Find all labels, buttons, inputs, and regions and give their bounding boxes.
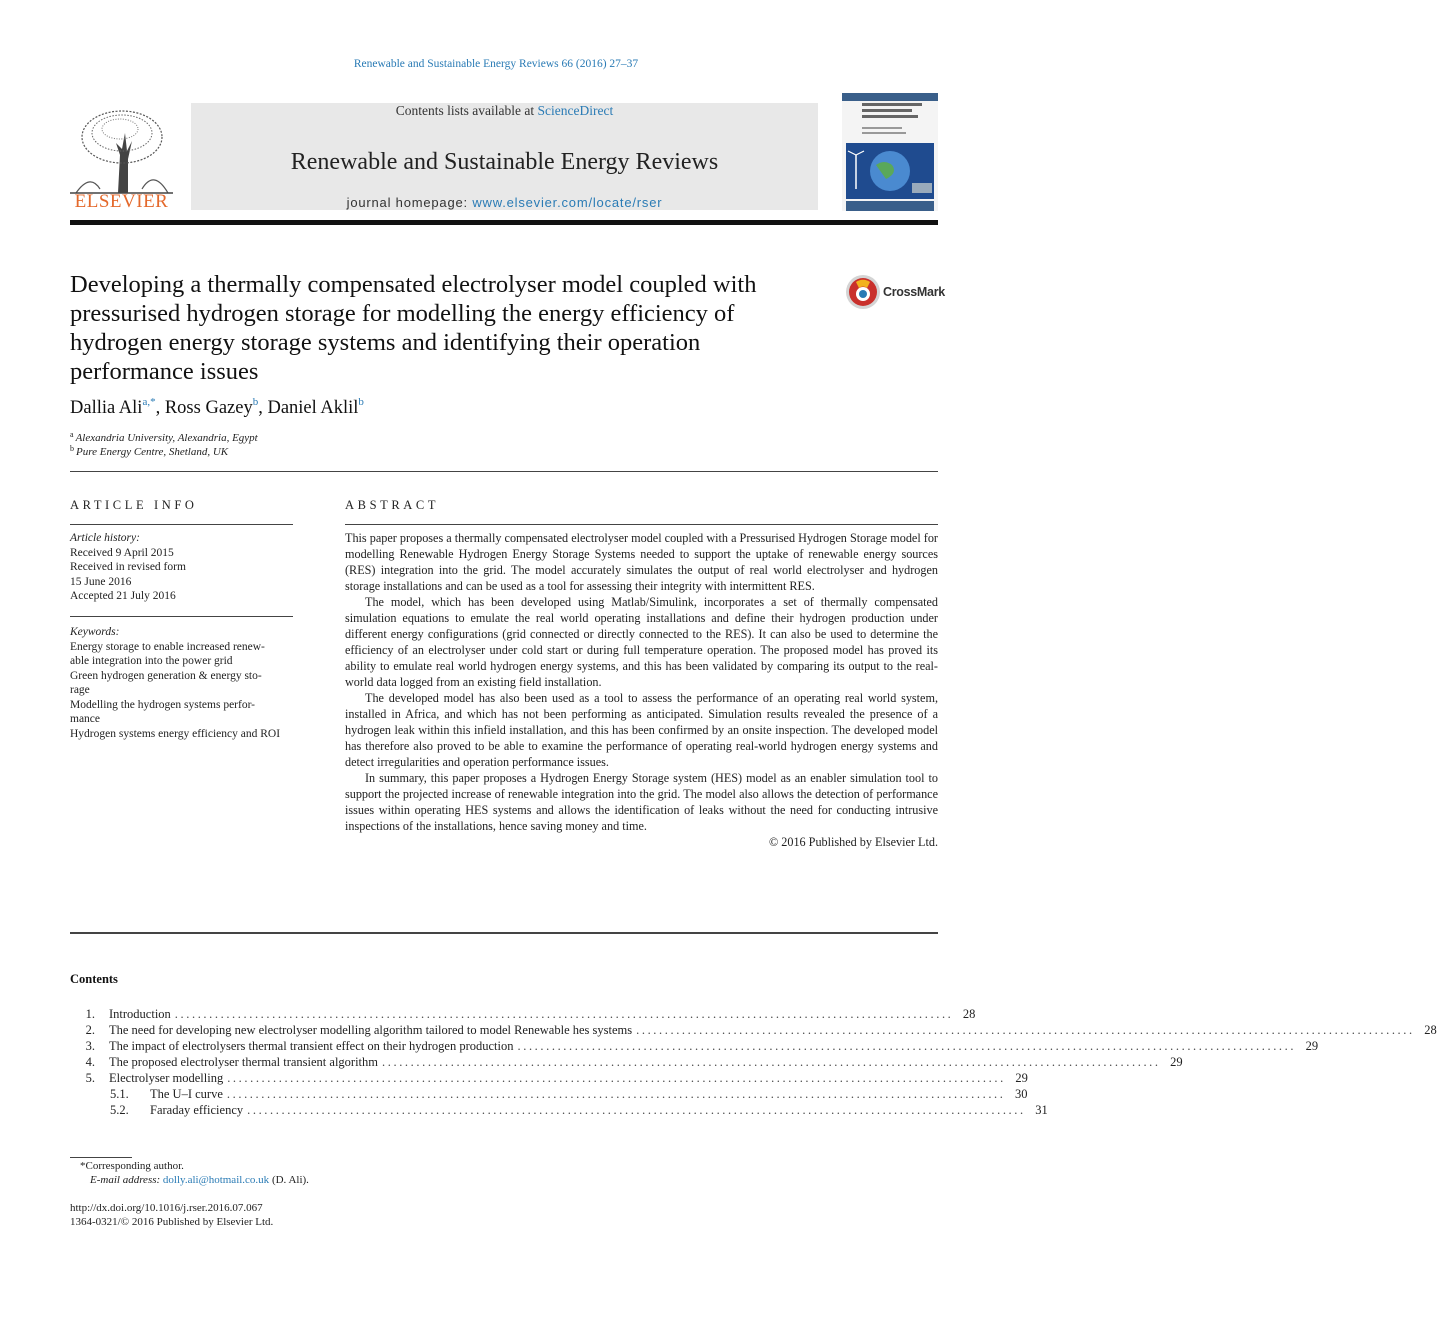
article-history: Article history: Received 9 April 2015 Received in revised form 15 June 2016 Accepted 21 July 2016 <box>70 532 186 602</box>
elsevier-wordmark: ELSEVIER <box>74 191 169 212</box>
section-divider <box>70 471 938 472</box>
journal-banner <box>70 93 938 223</box>
abstract-bottom-rule <box>70 932 938 934</box>
article-info-heading: ARTICLE INFO <box>70 498 198 512</box>
author-affiliation-mark[interactable]: b <box>252 396 259 408</box>
article-info-rule <box>70 524 293 525</box>
email-note: E-mail address: dolly.ali@hotmail.co.uk (D. Ali). <box>90 1174 309 1186</box>
journal-homepage-line: journal homepage: www.elsevier.com/locate/rser <box>346 195 663 210</box>
toc-entry[interactable]: 2. The need for developing new electrolyser modelling algorithm tailored to model Renewable hes systems ........................................................................................................................................ 28 <box>85 1023 1437 1037</box>
journal-title: Renewable and Sustainable Energy Reviews <box>290 149 719 175</box>
author-list: Dallia Ali$^{a,*}$, Ross Gazey$^b$, Daniel Aklil$^b$ <box>70 396 364 418</box>
author-name: Daniel Aklil <box>267 398 359 418</box>
article-title: Developing a thermally compensated electrolyser model coupled with pressurised hydrogen storage for modelling the energy efficiency of hydrogen energy storage systems and identifying their operation performance issues <box>70 271 757 385</box>
keywords-rule <box>70 616 293 617</box>
affiliation-a: $^a$ Alexandria University, Alexandria, Egypt <box>70 430 258 444</box>
keywords-list: Keywords: Energy storage to enable increased renew- able integration into the power grid Green hydrogen generation & energy sto- rage Modelling the hydrogen systems perfor- mance Hydrogen systems energy efficiency and ROI <box>70 626 281 740</box>
abstract-heading: ABSTRACT <box>345 498 440 512</box>
abstract-paragraph: This paper proposes a thermally compensated electrolyser model coupled with a Pressurised Hydrogen Storage model for modelling Renewable Hydrogen Energy Storage Systems needed to support the uptake of renewable energy sources (RES) integration into the grid. The model accurately simulates the output of real world electrolyser and hydrogen storage installations and can be used as a tool for assessing their integrity with intermittent RES. <box>345 531 938 593</box>
abstract-body <box>345 530 938 850</box>
toc-entry[interactable]: 1. Introduction ........................................................................................................................................ 28 <box>85 1007 976 1021</box>
corresponding-author-note: *Corresponding author. <box>80 1160 184 1172</box>
abstract-paragraph: The model, which has been developed using Matlab/Simulink, incorporates a set of thermally compensated simulation equations to emulate the real world operating installations and define their hydrogen production under different energy configurations (grid connected or directly connected to the RES). It can also be used to determine the efficiency of an electrolyser under cold start or during full temperature operation. The proposed model has proved its ability to emulate real world hydrogen energy systems, and this has been validated by comparing its output to the real-world data logged from an existing field installation. <box>345 595 938 689</box>
author-email-link[interactable]: dolly.ali@hotmail.co.uk <box>162 1174 270 1186</box>
footnote-rule <box>70 1157 132 1158</box>
author-affiliation-mark[interactable]: b <box>358 396 364 408</box>
contents-available-line: Contents lists available at ScienceDirect <box>395 103 614 118</box>
toc-entry[interactable]: 3. The impact of electrolysers thermal transient effect on their hydrogen production ........................................................................................................................................ 29 <box>85 1039 1319 1053</box>
abstract-copyright: © 2016 Published by Elsevier Ltd. <box>768 835 938 849</box>
abstract-paragraph: The developed model has also been used as a tool to assess the performance of an operating real world system, installed in Africa, and which has not been performing as anticipated. Simulation results revealed the presence of a hydrogen leak within this infield installation, and this has been confirmed by an onsite inspection. The developed model has therefore also proved to be able to examine the performance of operating real-world hydrogen energy systems and detect irregularities and operation performance issues. <box>345 691 938 769</box>
doi-link[interactable]: http://dx.doi.org/10.1016/j.rser.2016.07.067 <box>70 1202 263 1214</box>
journal-masthead <box>191 103 818 210</box>
crossmark-icon <box>845 274 881 310</box>
crossmark-badge[interactable] <box>845 274 945 312</box>
header-rule <box>70 220 938 225</box>
author-name: Ross Gazey <box>164 398 253 418</box>
crossmark-label: CrossMark <box>883 285 945 299</box>
abstract-rule <box>345 524 938 525</box>
journal-homepage-link[interactable]: www.elsevier.com/locate/rser <box>472 195 663 210</box>
journal-cover-thumbnail <box>842 93 938 211</box>
toc-entry[interactable]: 5. Electrolyser modelling ........................................................................................................................................ 29 <box>85 1071 1028 1085</box>
asterisk-mark: * <box>80 1160 86 1172</box>
toc-entry[interactable]: 4. The proposed electrolyser thermal transient algorithm ........................................................................................................................................ 29 <box>85 1055 1183 1069</box>
author-name: Dallia Ali <box>70 398 143 418</box>
journal-citation[interactable]: Renewable and Sustainable Energy Reviews 66 (2016) 27–37 <box>353 58 639 70</box>
issn-line: 1364-0321/© 2016 Published by Elsevier Ltd. <box>70 1216 274 1228</box>
sciencedirect-link[interactable]: ScienceDirect <box>537 103 614 118</box>
toc-subentry[interactable]: 5.2. Faraday efficiency ........................................................................................................................................ 31 <box>110 1103 1048 1117</box>
toc-subentry[interactable]: 5.1. The U–I curve ........................................................................................................................................ 30 <box>110 1087 1028 1101</box>
abstract-paragraph: In summary, this paper proposes a Hydrogen Energy Storage system (HES) model as an enabler simulation tool to support the projected increase of renewable integration into the grid. The model also allows the detection of performance issues within operating HES systems and allows the identification of leaks without the need for conducting intrusive inspections of the installations, hence saving money and time. <box>345 771 938 833</box>
affiliation-b: $^b$ Pure Energy Centre, Shetland, UK <box>70 444 229 458</box>
contents-heading: Contents <box>70 972 118 986</box>
author-affiliation-mark[interactable]: a,* <box>142 396 156 408</box>
